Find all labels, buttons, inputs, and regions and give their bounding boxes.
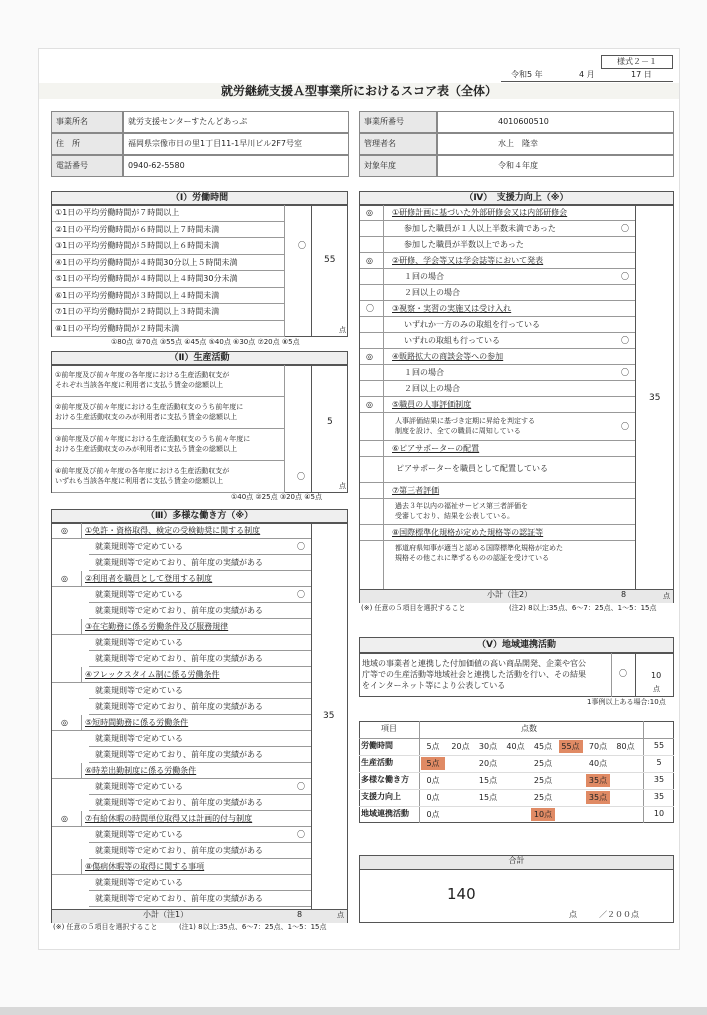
sec3-mark-divider — [81, 619, 82, 635]
sec4-score: 35 — [649, 393, 661, 403]
sec4-subtotal: 8 — [621, 590, 627, 599]
sec3-subtotal-label: 小計（注1） — [143, 910, 189, 919]
sec3-sub-a: 就業規則等で定めている — [89, 827, 311, 843]
sec3-mark-divider — [81, 859, 82, 875]
sec3-mark-divider — [81, 571, 82, 587]
sec3-mark-divider — [81, 667, 82, 683]
score-table-row-label: 多様な働き方 — [361, 775, 409, 784]
score-table-cell: 40点 — [588, 759, 608, 768]
sec3-group-title: ②利用者を職員として登用する制度 — [85, 574, 213, 583]
info-left-label: 事業所名 — [51, 111, 123, 133]
sec2-item-line2: それぞれ当該各年度に利用者に支払う賃金の総額以上 — [55, 381, 223, 389]
sec3-sub-b: 就業規則等で定めており、前年度の実績がある — [89, 795, 311, 811]
score-table-cell: 70点 — [588, 742, 608, 751]
sec5-score: 10 — [651, 671, 662, 680]
sec4-item-sub: 参加した職員が半数以上であった — [360, 237, 635, 253]
sec1-score-col — [311, 205, 349, 337]
info-left-label: 電話番号 — [51, 155, 123, 177]
sec3-mark-divider — [81, 715, 82, 731]
sec1-item: ⑥1日の平均労働時間が３時間以上４時間未満 — [52, 288, 284, 305]
sec2-item-line2: おける生産活動収支のみが利用者に支払う賃金の総額以上 — [55, 445, 237, 453]
score-table-row-line — [359, 789, 674, 790]
bottom-bar — [0, 1007, 707, 1015]
sec5-text-2: 庁等での生産活動等地域社会と連携した活動を行い、その結果 — [362, 670, 586, 679]
total-label: 合計 — [360, 856, 673, 870]
score-table-row-line — [359, 755, 674, 756]
score-table-cell: 5点 — [421, 757, 445, 770]
score-table-cell: 30点 — [478, 742, 498, 751]
score-table-row-total: 35 — [653, 775, 665, 784]
sec2-unit: 点 — [339, 482, 346, 490]
score-table-header-line — [359, 738, 674, 739]
sec4-eval-line2: 制度を設け、全ての職員に周知している — [395, 427, 521, 435]
sec3-group-title: ③在宅勤務に係る労働条件及び服務規律 — [85, 622, 229, 631]
sec3-mark-divider — [81, 523, 82, 539]
sec4-third-line2: 受審しており、結果を公表している。 — [395, 512, 514, 520]
sec4-item-sub: １回の場合 — [360, 365, 635, 381]
sec1-note: ①80点 ②70点 ③55点 ④45点 ⑤40点 ⑥30点 ⑦20点 ⑧5点 — [111, 338, 300, 346]
score-table-cell: 40点 — [506, 742, 525, 751]
sec3-sub-a: 就業規則等で定めている — [89, 779, 311, 795]
info-left-value: 0940-62-5580 — [123, 155, 349, 177]
sec3-score: 35 — [323, 711, 335, 721]
sec3-sub-b: 就業規則等で定めており、前年度の実績がある — [89, 603, 311, 619]
sec4-sub-mark: 〇 — [621, 368, 629, 377]
sec4-item-mark: ◎ — [366, 256, 373, 265]
sec4-item-sub: いずれか一方のみの取組を行っている — [360, 317, 635, 333]
sec3-sub-b: 就業規則等で定めており、前年度の実績がある — [89, 699, 311, 715]
sec4-item-head: ①研修計画に基づいた外部研修会又は内部研修会 — [360, 205, 635, 221]
sec1-score: 55 — [324, 255, 336, 265]
sec4-note-right: (注2) 8以上:35点、6～7：25点、1～5：15点 — [509, 604, 657, 612]
sec2-item-line2: おける生産活動収支のみが利用者に支払う賃金の総額以上 — [55, 413, 237, 421]
sec1-mark: 〇 — [298, 241, 306, 250]
score-table-cell: 5点 — [426, 742, 440, 751]
total-unit: 点 — [569, 910, 577, 919]
score-table-cell: 20点 — [451, 742, 470, 751]
sec3-sub-a: 就業規則等で定めている — [89, 587, 311, 603]
sec3-sub-a: 就業規則等で定めている — [89, 683, 311, 699]
date-day: 17 日 — [631, 70, 652, 79]
sec4-eval-line1: 人事評価結果に基づき定期に昇給を判定する — [395, 417, 535, 425]
score-table-row-line — [359, 772, 674, 773]
score-table-row-total: 5 — [656, 758, 662, 767]
date-month: 4 月 — [579, 70, 595, 79]
sec2-item-line2: いずれも当該各年度に利用者に支払う賃金の総額以上 — [55, 477, 223, 485]
sec2-score: 5 — [327, 417, 333, 427]
score-table-row-label: 生産活動 — [361, 758, 393, 767]
sec3-mark-divider — [81, 763, 82, 779]
sec4-eval-mark: 〇 — [621, 422, 629, 431]
score-table-row-total: 10 — [653, 809, 665, 818]
sec4-third-line1: 過去３年以内の福祉サービス第三者評価を — [395, 502, 528, 510]
score-table-cell: 35点 — [586, 791, 610, 804]
sec3-sub-a: 就業規則等で定めている — [89, 539, 311, 555]
sec3-mark-divider — [81, 811, 82, 827]
sec5-text-3: をインターネット等により公表している — [362, 681, 506, 690]
score-table-cell: 20点 — [478, 759, 498, 768]
sec4-item-mark: ◎ — [366, 208, 373, 217]
date-underline — [501, 81, 673, 82]
sec4-sub-mark: 〇 — [621, 272, 629, 281]
sec3-sub-a: 就業規則等で定めている — [89, 875, 311, 891]
sec3-sub-a: 就業規則等で定めている — [89, 635, 311, 651]
score-table-cell: 15点 — [478, 776, 498, 785]
sec1-item: ⑧1日の平均労働時間が２時間未満 — [52, 321, 284, 338]
score-table-cell: 80点 — [616, 742, 635, 751]
sec3-group-title: ④フレックスタイム制に係る労働条件 — [85, 670, 220, 679]
score-table-row-label: 地域連携活動 — [361, 809, 409, 818]
sec4-sub-mark: 〇 — [621, 336, 629, 345]
page-title: 就労継続支援Ａ型事業所におけるスコア表（全体） — [39, 83, 679, 99]
sec4-note-left: (※) 任意の５項目を選択すること — [361, 604, 466, 612]
sec4-item-sub: １回の場合 — [360, 269, 635, 285]
sec3-group-mark: ◎ — [61, 718, 68, 727]
sec3-sub-a: 就業規則等で定めている — [89, 731, 311, 747]
sec1-item: ③1日の平均労働時間が５時間以上６時間未満 — [52, 238, 284, 255]
info-right-label: 事業所番号 — [359, 111, 437, 133]
sec1-item: ⑤1日の平均労働時間が４時間以上４時間30分未満 — [52, 271, 284, 288]
sec4-item-head: ④販路拡大の商談会等への参加 — [360, 349, 635, 365]
info-left-label: 住 所 — [51, 133, 123, 155]
info-right-label: 対象年度 — [359, 155, 437, 177]
sec3-sub-b: 就業規則等で定めており、前年度の実績がある — [89, 891, 311, 907]
sec1-item: ④1日の平均労働時間が４時間30分以上５時間未満 — [52, 255, 284, 272]
sec1-unit: 点 — [339, 326, 346, 334]
sec4-item-mark: ◎ — [366, 400, 373, 409]
sec3-sub-b: 就業規則等で定めており、前年度の実績がある — [89, 747, 311, 763]
sec4-item-sub: いずれの取組も行っている — [360, 333, 635, 349]
sec4-item-sub: 参加した職員が１人以上半数未満であった — [360, 221, 635, 237]
sec5-mark: 〇 — [619, 669, 627, 678]
score-table-row-total: 35 — [653, 792, 665, 801]
sec5-note: 1事例以上ある場合:10点 — [587, 698, 666, 706]
sec4-iso-title: ⑧国際標準化規格が定めた規格等の認証等 — [360, 525, 635, 541]
sec1-title: （Ⅰ）労働時間 — [51, 191, 348, 205]
sec2-note: ①40点 ②25点 ③20点 ④5点 — [231, 493, 322, 501]
sec3-sub-mark: 〇 — [297, 830, 305, 839]
total-max: ／２００点 — [599, 910, 639, 919]
sec3-group-mark: ◎ — [61, 814, 68, 823]
sec2-item-line1: ④前年度及び前々年度の各年度における生産活動収支が — [55, 467, 230, 475]
total-value: 140 — [447, 885, 476, 903]
sec3-unit: 点 — [337, 911, 344, 919]
score-table-cell: 45点 — [533, 742, 553, 751]
sec3-note-left: (※) 任意の５項目を選択すること — [53, 923, 158, 931]
form-id: 様式２－１ — [601, 55, 673, 69]
sec2-mark: 〇 — [297, 472, 305, 481]
info-right-value: 令和４年度 — [437, 155, 674, 177]
sec4-unit: 点 — [663, 592, 670, 600]
score-table-row-label: 支援力向上 — [361, 792, 401, 801]
sec1-item: ⑦1日の平均労働時間が２時間以上３時間未満 — [52, 304, 284, 321]
sec5-title: （Ⅴ）地域連携活動 — [359, 637, 674, 653]
score-table-cell: 25点 — [533, 776, 553, 785]
sec3-group-title: ⑦有給休暇の時間単位取得又は計画的付与制度 — [85, 814, 253, 823]
sec4-item-mark: ◎ — [366, 352, 373, 361]
sec1-item: ②1日の平均労働時間が６時間以上７時間未満 — [52, 222, 284, 239]
sec4-item-mark: 〇 — [366, 304, 374, 313]
score-sheet — [38, 48, 680, 950]
sec3-group-mark: ◎ — [61, 526, 68, 535]
sec2-title: （Ⅱ）生産活動 — [51, 351, 348, 365]
sec5-unit: 点 — [653, 685, 660, 693]
sec4-title: （Ⅳ） 支援力向上（※） — [359, 191, 674, 205]
info-left-value: 福岡県宗像市日の里1丁目11-1早川ビル2F7号室 — [123, 133, 349, 155]
sec4-peer-text: ピアサポーターを職員として配置している — [360, 457, 635, 483]
sec3-group-title: ①免許・資格取得、検定の受検勧奨に関する制度 — [85, 526, 261, 535]
score-table-cell: 35点 — [586, 774, 610, 787]
sec5-text-1: 地域の事業者と連携した付加価値の高い商品開発、企業や官公 — [362, 659, 586, 668]
score-table-cell: 55点 — [559, 740, 583, 753]
sec4-item-head: ⑤職員の人事評価制度 — [360, 397, 635, 413]
score-table-row-line — [359, 806, 674, 807]
sec3-subtotal: 8 — [297, 910, 303, 919]
info-right-label: 管理者名 — [359, 133, 437, 155]
score-table-cell: 25点 — [533, 793, 553, 802]
sec4-item-sub: ２回以上の場合 — [360, 381, 635, 397]
score-table-h-item: 項目 — [381, 724, 397, 733]
score-table-cell: 25点 — [533, 759, 553, 768]
sec4-third-title: ⑦第三者評価 — [360, 483, 635, 499]
sec1-item: ①1日の平均労働時間が７時間以上 — [52, 205, 284, 222]
sec3-note-right: (注1) 8以上:35点、6～7：25点、1～5：15点 — [179, 923, 327, 931]
sec4-item-head: ③視察・実習の実施又は受け入れ — [360, 301, 635, 317]
sec3-sub-mark: 〇 — [297, 590, 305, 599]
sec3-sub-mark: 〇 — [297, 542, 305, 551]
sec3-group-title: ⑧傷病休暇等の取得に関する事項 — [85, 862, 205, 871]
sec3-sub-mark: 〇 — [297, 782, 305, 791]
score-table-cell: 15点 — [478, 793, 498, 802]
sec3-title: （Ⅲ）多様な働き方（※） — [51, 509, 348, 523]
sec4-sub-mark: 〇 — [621, 224, 629, 233]
sec3-sub-b: 就業規則等で定めており、前年度の実績がある — [89, 843, 311, 859]
sec3-group-mark: ◎ — [61, 574, 68, 583]
sec3-sub-b: 就業規則等で定めており、前年度の実績がある — [89, 651, 311, 667]
score-table-cell: 0点 — [426, 810, 440, 819]
sec2-item-line1: ③前年度及び前々年度における生産活動収支のうち前々年度に — [55, 435, 251, 443]
sec4-peer-title: ⑥ピアサポーターの配置 — [360, 441, 635, 457]
sec2-item-line1: ②前年度及び前々年度における生産活動収支のうち前年度に — [55, 403, 244, 411]
sec4-item-head: ②研修、学会等又は学会誌等において発表 — [360, 253, 635, 269]
sec3-sub-b: 就業規則等で定めており、前年度の実績がある — [89, 555, 311, 571]
info-left-value: 就労支援センターすたんどあっぷ — [123, 111, 349, 133]
score-table-row-total: 55 — [653, 741, 665, 750]
sec3-group-title: ⑥時差出勤制度に係る労働条件 — [85, 766, 197, 775]
date-era: 令和5 年 — [511, 70, 543, 79]
score-table-cell: 0点 — [426, 793, 440, 802]
score-table-row-label: 労働時間 — [361, 741, 393, 750]
score-table-cell: 0点 — [426, 776, 440, 785]
sec4-subtotal-label: 小計（注2） — [487, 590, 533, 599]
score-table-h-points: 点数 — [521, 724, 537, 733]
info-right-value: 4010600510 — [437, 111, 674, 133]
sec3-subtotal-row — [52, 909, 347, 923]
sec2-item-line1: ①前年度及び前々年度の各年度における生産活動収支が — [55, 371, 230, 379]
score-table-cell: 10点 — [531, 808, 555, 821]
sec4-iso-line2: 規格その他これに準ずるものの認証を受けている — [395, 554, 549, 562]
sec4-iso-line1: 都道府県知事が適当と認める国際標準化規格が定めた — [395, 544, 563, 552]
sec3-group-title: ⑤短時間勤務に係る労働条件 — [85, 718, 189, 727]
sec4-item-sub: ２回以上の場合 — [360, 285, 635, 301]
info-right-value: 水上 隆幸 — [437, 133, 674, 155]
